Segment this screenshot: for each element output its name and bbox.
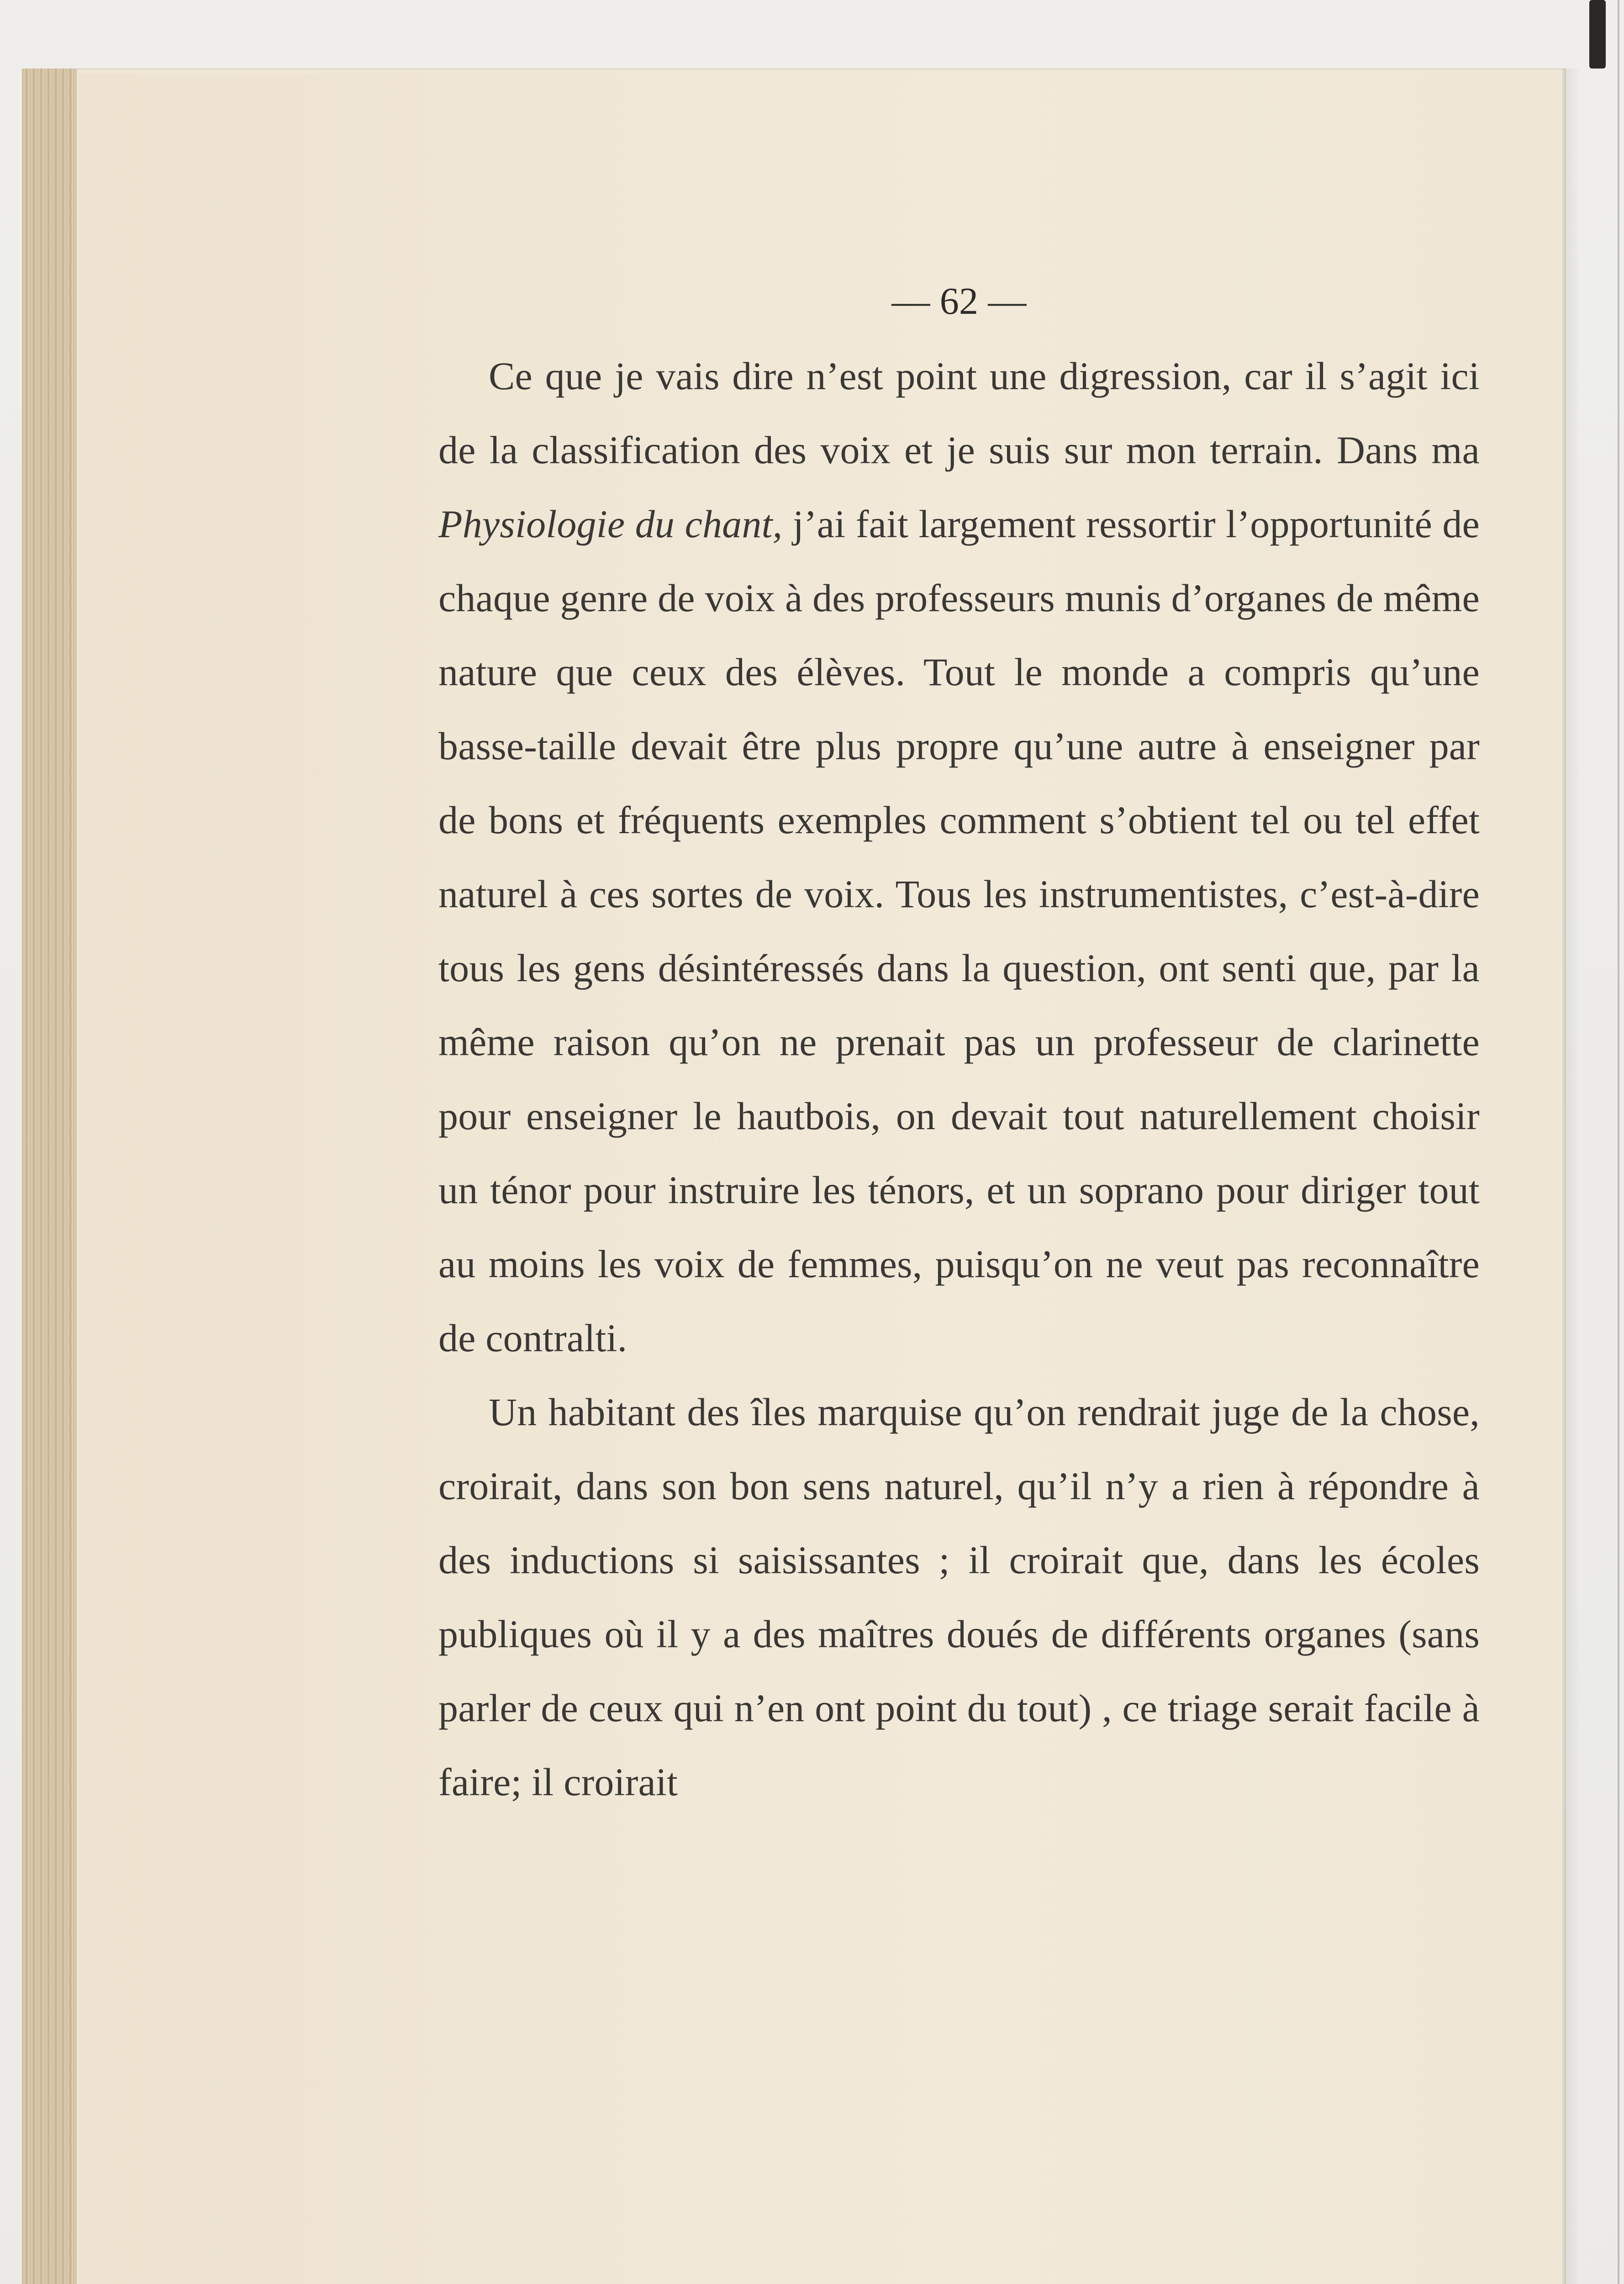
- paragraph-2: [438, 1375, 1480, 1819]
- page-number: — 62 —: [891, 280, 1027, 323]
- book-title: Physiologie du chant,: [438, 502, 783, 546]
- page-shadow: [1562, 69, 1581, 2284]
- paragraph-1-text: [438, 339, 1480, 1375]
- paragraph-1-before-title: Ce que je vais dire n’est point une digression, car il s’agit ici de la classification des voix et je suis sur mon terrain. Dans ma: [438, 354, 1480, 472]
- paragraph-1: [438, 339, 1480, 1375]
- binding-top: [1589, 0, 1606, 69]
- text-column: [438, 274, 1480, 1819]
- page-edge: [22, 69, 77, 2284]
- binding-line: [1618, 0, 1619, 2284]
- paragraph-2-text: Un habitant des îles marquise qu’on rendrait juge de la chose, croirait, dans son bon sens naturel, qu’il n’y a rien à répondre à des inductions si saisissantes ; il croirait que, dans les écoles publiques où il y a des maîtres doués de différents organes (sans parler de ceux qui n’en ont point du tout) , ce triage serait facile à faire; il croirait: [438, 1390, 1480, 1804]
- paragraph-1-after-title: j’ai fait largement ressortir l’opportunité de chaque genre de voix à des professeurs munis d’organes de même nature que ceux des élèves. Tout le monde a compris qu’une basse-taille devait être plus propre qu’une autre à enseigner par de bons et fréquents exemples comment s’obtient tel ou tel effet naturel à ces sortes de voix. Tous les instrumentistes, c’est-à-dire tous les gens désintéressés dans la question, ont senti que, par la même raison qu’on ne prenait pas un professeur de clarinette pour enseigner le hautbois, on devait tout naturellement choisir un ténor pour instruire les ténors, et un soprano pour diriger tout au moins les voix de femmes, puisqu’on ne veut pas reconnaître de contralti.: [438, 502, 1480, 1360]
